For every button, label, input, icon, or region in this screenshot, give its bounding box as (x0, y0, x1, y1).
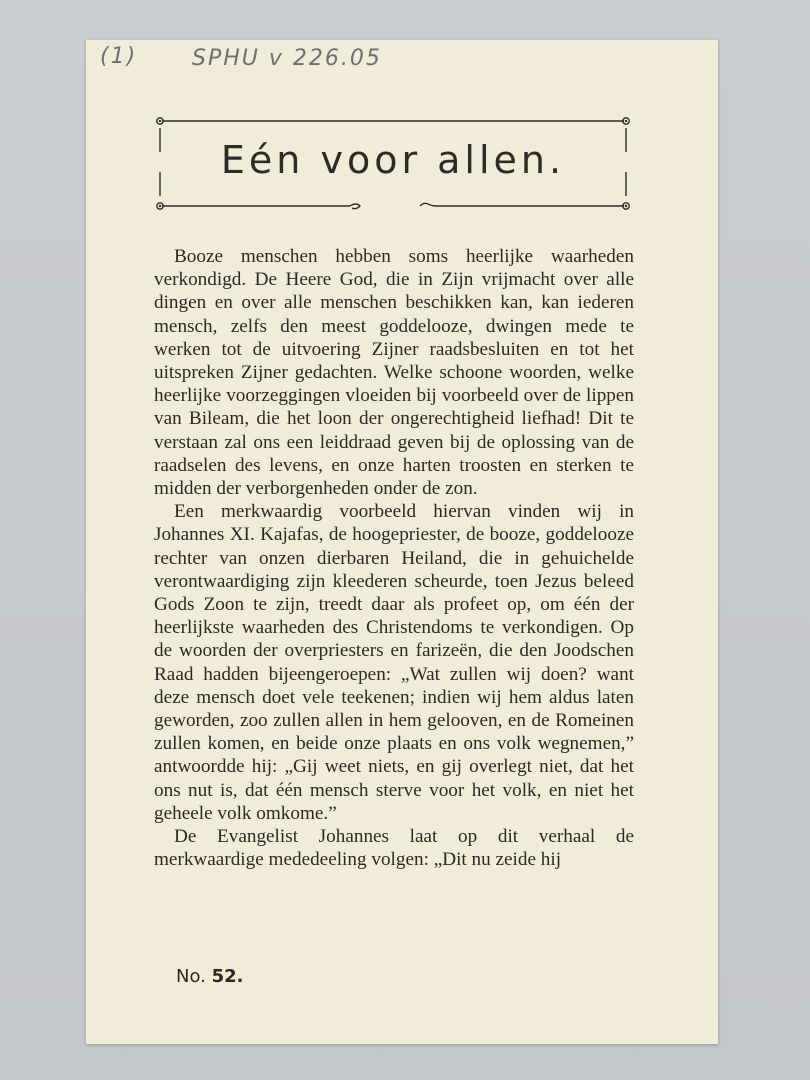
title-frame (152, 112, 634, 212)
handwritten-reference: SPHU v 226.05 (192, 46, 382, 71)
paragraph: De Evangelist Johannes laat op dit verhaal de merkwaardige mededeeling volgen: „Dit nu zeide hij (154, 826, 634, 871)
leaflet-number (176, 966, 244, 987)
paragraph: Een merkwaardig voorbeeld hiervan vinden wij in Johannes XI. Kajafas, de hoogepriester, de booze, goddelooze rechter van onzen dierbaren Heiland, die in gehuichelde verontwaardiging zijn kleederen scheurde, toen Jezus beleed Gods Zoon te zijn, treedt daar als profeet op, om één der heerlijkste waarheden des Christendoms te verkondigen. Op de woorden der overpriesters en farizeën, die den Joodschen Raad hadden bijeengeroepen: „Wat zullen wij doen? want deze mensch doet vele teekenen; indien wij hem aldus laten geworden, zoo zullen allen in hem gelooven, en de Romeinen zullen komen, en beide onze plaats en ons volk wegnemen,” antwoordde hij: „Gij weet niets, en gij overlegt niet, dat het ons nut is, dat één mensch sterve voor het volk, en niet het geheele volk omkome.” (154, 501, 634, 824)
article-body (154, 245, 634, 871)
leaflet-number-value: 52. (211, 966, 244, 987)
paragraph: Booze menschen hebben soms heerlijke waarheden verkondigd. De Heere God, die in Zijn vrijmacht over alle dingen en over alle menschen beschikken kan, kan iederen mensch, zelfs den meest goddelooze, dwingen mede te werken tot de uitvoering Zijner raadsbesluiten en tot het uitspreken Zijner gedachten. Welke schoone woorden, welke heerlijke voorzeggingen vloeiden bij voorbeeld over de lippen van Bileam, die het loon der ongerechtigheid liefhad! Dit te verstaan zal ons een leiddraad geven bij de oplossing van de raadselen des levens, en onze harten troosten en sterken te midden der verborgenheden onder de zon. (154, 246, 634, 500)
handwritten-number: (1) (100, 44, 138, 69)
leaflet-number-label: No. (176, 966, 206, 987)
page-title: Eén voor allen. (220, 138, 566, 182)
